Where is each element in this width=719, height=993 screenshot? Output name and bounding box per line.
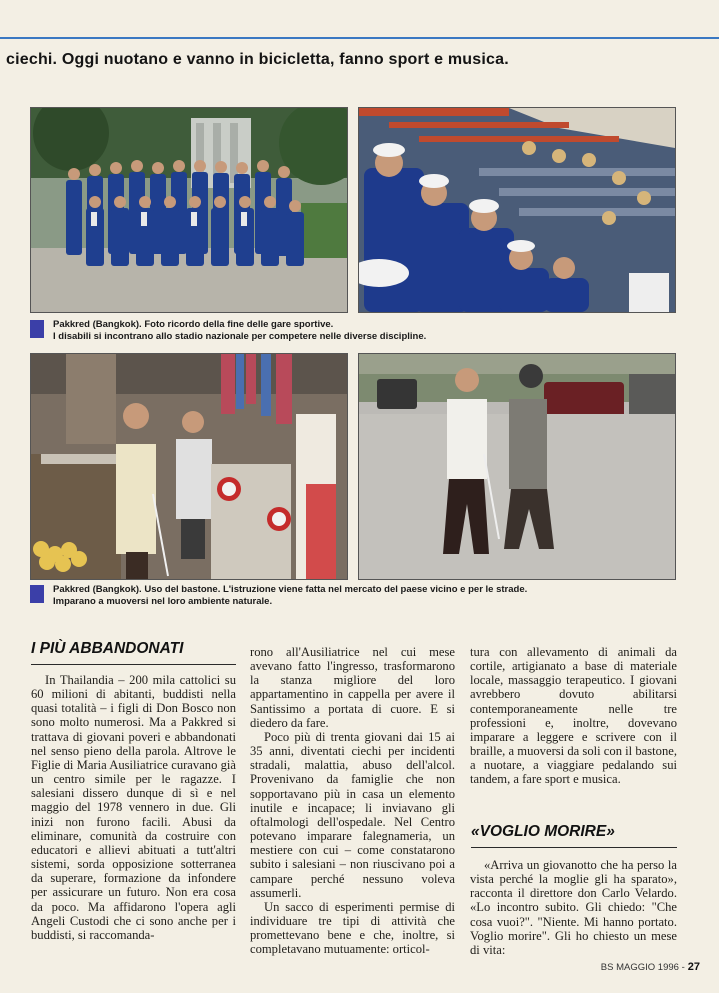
section-rule-1 (31, 664, 236, 665)
caption-top (53, 319, 653, 342)
top-rule (0, 37, 719, 39)
col3-paragraph-1: tura con allevamento di animali da cortile, artigianato a base di materiale locale, massaggio terapeutico. I giovani avrebbero dovuto abilitarsi contemporaneamente nelle tre professioni e, inoltre, dovevano imparare a leggere e scrivere con il braille, a muoversi da soli con il bastone, a nuotare, a viaggiare pedalando sui tandem, a fare sport e musica. (470, 645, 677, 787)
photo-street (358, 353, 676, 580)
headline: ciechi. Oggi nuotano e vanno in bicicletta, fanno sport e musica. (6, 51, 509, 68)
page-number: 27 (687, 961, 700, 973)
caption-top-line2: I disabili si incontrano allo stadio nazionale per competere nelle diverse discipline. (53, 330, 427, 342)
col2-paragraph-1: rono all'Ausiliatrice nel cui mese avevano fatto l'ingresso, trasformarono la stanza migliore del loro appartamentino in cappella per avere il Santissimo a portata di cuore. E si diedero da fare. (250, 645, 455, 730)
article-column-2 (250, 645, 455, 956)
caption-bottom-line2: Imparano a muoversi nel loro ambiente naturale. (53, 595, 273, 607)
section-title-abbandonati: I PIÙ ABBANDONATI (31, 640, 184, 657)
col2-paragraph-2: Poco più di trenta giovani dai 15 ai 35 anni, diventati ciechi per incidenti stradali, malattia, abuso dell'alcol. Provenivano da famiglie che non sopportavano più in casa un elemento inutile e incapace; li inviavano gli oftalmologi dell'ospedale. Nel Centro potevano imparare falegnameria, un mestiere con cui – come constatarono subito i salesiani – non riuscivano poi a campare perché nessuno voleva assumerli. (250, 729, 455, 900)
page-footer (601, 961, 700, 973)
caption-bottom (53, 584, 693, 607)
photo-market (30, 353, 348, 580)
col3b-paragraph-1: «Arriva un giovanotto che ha perso la vista perché la moglie gli ha sparato», racconta il direttore don Carlo Velardo. «Lo incontro subito. Gli chiedo: "Che cosa vuoi?". "Niente. Mi hanno portato. Voglio morire". Gli ho chiesto un mese di vita: (470, 858, 677, 957)
footer-magazine: BS MAGGIO 1996 - (600, 962, 685, 973)
article-column-1 (31, 673, 236, 942)
caption-bottom-line1: Pakkred (Bangkok). Uso del bastone. L'istruzione viene fatta nel mercato del paese vicino e per le strade. (53, 584, 528, 595)
photo-group-portrait (30, 107, 348, 313)
caption-marker-top (30, 320, 44, 338)
caption-marker-bottom (30, 585, 44, 603)
photo-stadium (358, 107, 676, 313)
article-column-3b (470, 858, 677, 957)
section-title-voglio-morire: «VOGLIO MORIRE» (471, 823, 615, 840)
caption-top-line1: Pakkred (Bangkok). Foto ricordo della fine delle gare sportive. (53, 319, 334, 330)
section-rule-2 (471, 847, 677, 848)
article-column-3 (470, 645, 677, 787)
col2-paragraph-3: Un sacco di esperimenti permise di individuare tre tipi di attività che promettevano bene e che, inoltre, si completavano mutuamente: orticol- (250, 899, 455, 957)
col1-paragraph: In Thailandia – 200 mila cattolici su 60 milioni di abitanti, buddisti nella quasi totalità – i figli di Don Bosco non sono molto numerosi. Ma a Pakkred si trattava di giovani poveri e abbandonati nel senso pieno della parola. Altrove le Figlie di Maria Ausiliatrice curavano già un centro simile per le ragazze. I salesiani dissero dunque di sì e nel maggio del 1978 vennero in due. Gli inizi non furono facili. Abusi da eliminare, comunità da costruire con educatori e allievi abituati a tutt'altri sistemi, sorda opposizione sotterranea da superare, formazione da infondere per assicurare un futuro. Non era cosa da poco. Ma affidarono l'opera agli Angeli Custodi che ci sono anche per i buddisti, si raccomanda- (31, 673, 236, 942)
